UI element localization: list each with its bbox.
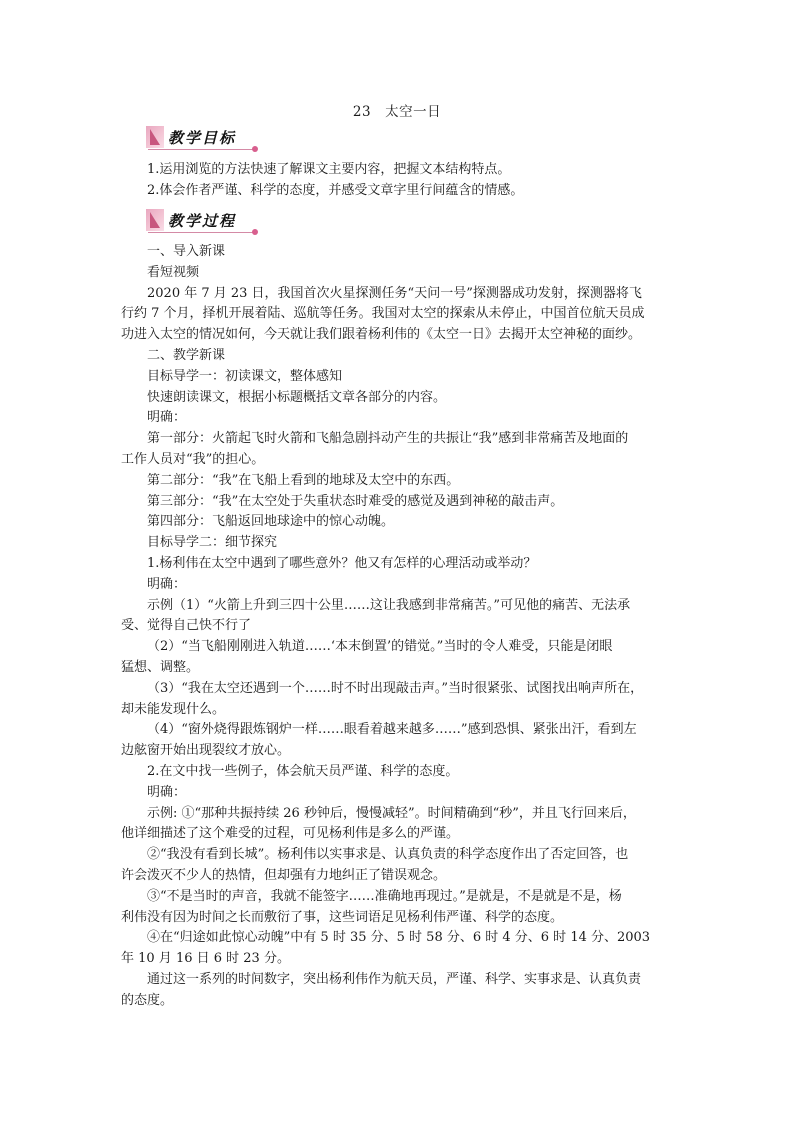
goal-item: 2.体会作者严谨、科学的态度，并感受文章字里行间蕴含的情感。: [147, 182, 524, 198]
heading-dot: [252, 146, 258, 152]
paragraph: 快速朗读课文，根据小标题概括文章各部分的内容。: [147, 389, 447, 405]
paragraph-line: 示例: ①“那种共振持续 26 秒钟后，慢慢减轻”。时间精确到“秒”，并且飞行回来后，: [147, 805, 636, 821]
heading-underline: [148, 232, 254, 233]
process-body: [121, 242, 687, 1011]
label-mingque: 明确：: [147, 410, 187, 426]
paragraph: 看短视频: [147, 264, 200, 280]
part-title: 一、导入新课: [147, 244, 226, 259]
paragraph-line: 功进入太空的情况如何，今天就让我们跟着杨利伟的《太空一日》去揭开太空神秘的面纱。: [121, 327, 642, 343]
label-mingque: 明确：: [147, 784, 187, 800]
paragraph-line: 通过这一系列的时间数字，突出杨利伟作为航天员，严谨、科学、实事求是、认真负责: [147, 971, 642, 987]
paragraph-line: 2020 年 7 月 23 日，我国首次火星探测任务“天问一号”探测器成功发射，探测器将飞: [147, 285, 642, 301]
section-heading-goals: [146, 126, 266, 152]
goal-item: 1.运用浏览的方法快速了解课文主要内容，把握文本结构特点。: [147, 162, 511, 177]
paragraph: 第二部分：“我”在飞船上看到的地球及太空中的东西。: [147, 472, 460, 488]
flag-icon: [146, 209, 164, 231]
paragraph-line: ②“我没有看到长城”。杨利伟以实事求是、认真负责的科学态度作出了否定回答，也: [147, 847, 629, 863]
paragraph-line: （4）“窗外烧得跟炼钢炉一样……眼看着越来越多……”感到恐惧、紧张出汗，看到左: [147, 722, 637, 738]
paragraph-line: 的态度。: [121, 992, 174, 1008]
paragraph-line: 第一部分：火箭起飞时火箭和飞船急剧抖动产生的共振让“我”感到非常痛苦及地面的: [147, 431, 629, 447]
heading-underline: [148, 149, 254, 150]
goals-list: [147, 160, 687, 202]
guide-title: 目标导学一：初读课文，整体感知: [147, 368, 343, 384]
part-title: 二、教学新课: [147, 347, 226, 363]
paragraph-line: ③“不是当时的声音，我就不能签字……准确地再现过。”是就是，不是就是不是，杨: [147, 888, 622, 904]
paragraph-line: 利伟没有因为时间之长而敷衍了事，这些词语足见杨利伟严谨、科学的态度。: [121, 909, 564, 925]
paragraph-line: 行约 7 个月，择机开展着陆、巡航等任务。我国对太空的探索从未停止，中国首位航天员成: [121, 306, 645, 322]
paragraph-line: 许会泼灭不少人的热情，但却强有力地纠正了错误观念。: [121, 867, 447, 883]
paragraph: 第三部分：“我”在太空处于失重状态时难受的感觉及遇到神秘的敲击声。: [147, 493, 564, 509]
paragraph: 第四部分：飞船返回地球途中的惊心动魄。: [147, 514, 395, 530]
paragraph-line: 工作人员对“我”的担心。: [121, 451, 265, 467]
question: 1.杨利伟在太空中遇到了哪些意外？他又有怎样的心理活动或举动？: [147, 555, 537, 571]
paragraph-line: 却未能发现什么。: [121, 701, 226, 717]
question: 2.在文中找一些例子，体会航天员严谨、科学的态度。: [147, 763, 459, 779]
paragraph-line: 年 10 月 16 日 6 时 23 分。: [121, 951, 290, 967]
paragraph-line: 边舷窗开始出现裂纹才放心。: [121, 743, 291, 759]
flag-icon: [146, 126, 164, 148]
section-heading-label: 教学目标: [168, 129, 237, 147]
paragraph-line: （2）“当飞船刚刚进入轨道……‘本末倒置’的错觉。”当时的令人难受，只能是闭眼: [147, 639, 613, 655]
label-mingque: 明确：: [147, 576, 187, 592]
paragraph-line: ④在“归途如此惊心动魄”中有 5 时 35 分、5 时 58 分、6 时 4 分、6 时 14 分、2003: [147, 930, 651, 946]
paragraph-line: 受、觉得自己快不行了: [121, 618, 252, 634]
paragraph-line: （3）“我在太空还遇到一个……时不时出现敲击声。”当时很紧张、试图找出响声所在，: [147, 680, 644, 696]
paragraph-line: 猛想、调整。: [121, 659, 200, 675]
lesson-title: 23 太空一日: [352, 104, 442, 120]
section-heading-label: 教学过程: [168, 212, 237, 230]
paragraph-line: 他详细描述了这个难受的过程，可见杨利伟是多么的严谨。: [121, 826, 460, 842]
heading-dot: [252, 229, 258, 235]
guide-title: 目标导学二：细节探究: [147, 535, 278, 551]
paragraph-line: 示例（1）“火箭上升到三四十公里……这让我感到非常痛苦。”可见他的痛苦、无法承: [147, 597, 631, 613]
section-heading-process: [146, 209, 266, 235]
